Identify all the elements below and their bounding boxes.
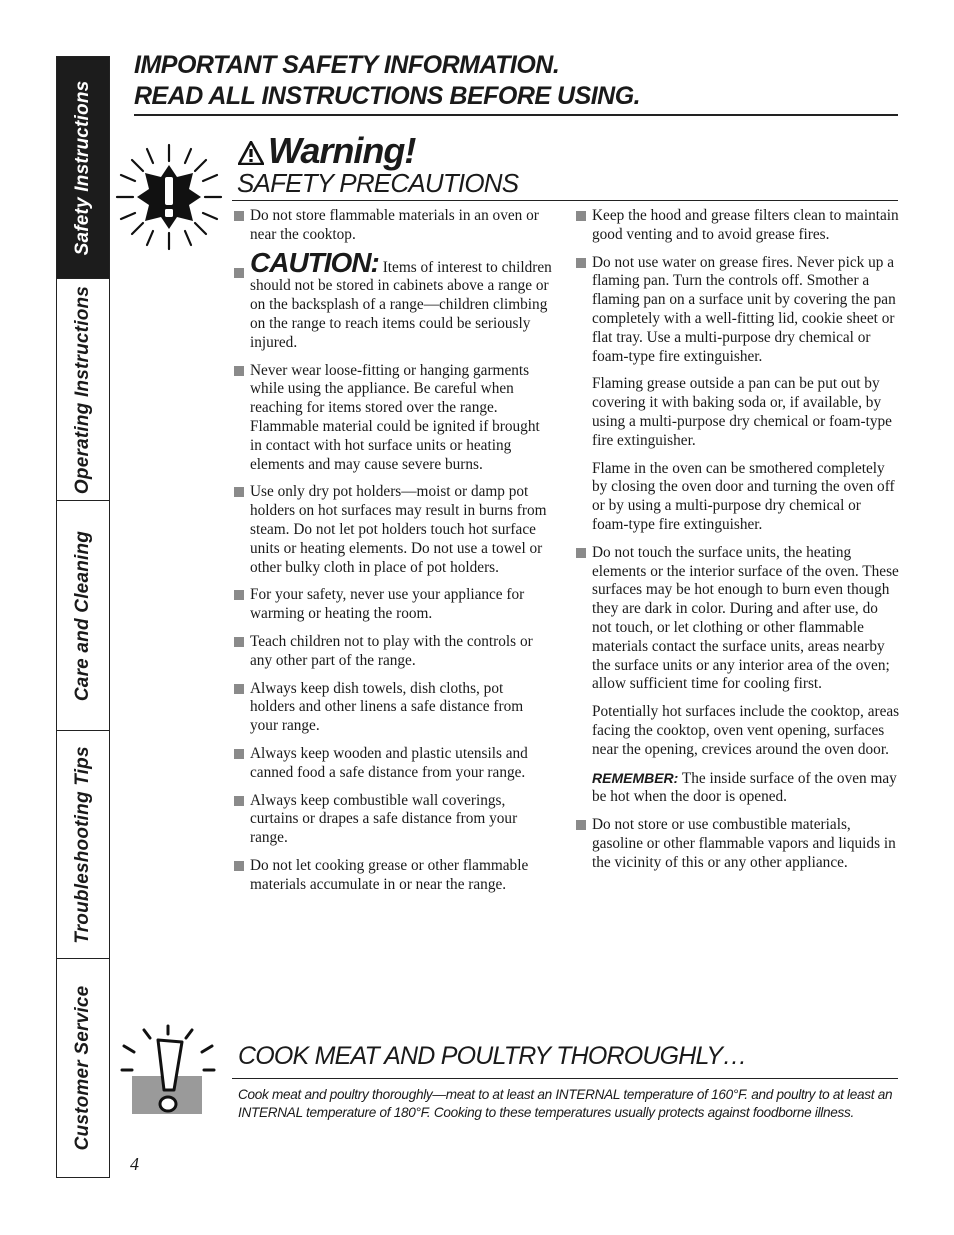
side-tabs [56, 56, 110, 1178]
list-item [234, 586, 552, 624]
item-text: Do not use water on grease fires. Never pick up a flaming pan. Turn the controls off. Smother a flaming pan on a surface unit by covering the pan completely with a well-fitting lid, cookie sheet or flat tray. Use a multi-purpose dry chemical or foam-type fire extinguisher. [592, 253, 896, 365]
tab-safety-instructions[interactable] [57, 57, 109, 279]
list-item [576, 816, 900, 872]
tab-label: Operating Instructions [72, 285, 93, 494]
tab-operating-instructions[interactable] [57, 279, 109, 501]
bullet-square-icon [576, 258, 586, 268]
item-text: Do not store or use combustible materials, gasoline or other flammable vapors and liquids in the vicinity of this or any other appliance. [592, 816, 896, 871]
item-text: Do not store flammable materials in an oven or near the cooktop. [250, 207, 539, 243]
bullet-square-icon [234, 211, 244, 221]
paragraph: Flame in the oven can be smothered completely by closing the oven door and turning the oven off or by using a multi-purpose dry chemical or foam-type fire extinguisher. [592, 459, 895, 533]
tab-label: Care and Cleaning [72, 530, 93, 701]
warning-triangle-icon [238, 141, 264, 165]
page-header [134, 50, 640, 112]
remember-label: REMEMBER: [592, 769, 679, 786]
list-item [234, 633, 552, 671]
paragraph: Potentially hot surfaces include the cooktop, areas facing the cooktop, oven vent opening, surfaces near the opening, crevices around the oven door. [592, 703, 900, 758]
bullet-square-icon [234, 749, 244, 759]
list-item [234, 362, 552, 475]
tab-label: Safety Instructions [72, 80, 93, 255]
bullet-square-icon [234, 684, 244, 694]
remember-paragraph [576, 769, 900, 808]
caution-text: Items of interest to children should not be stored in cabinets above a range or on the backsplash of a range—children climbing on the range to reach items could be seriously injured. [250, 258, 552, 351]
cook-divider [232, 1078, 898, 1079]
item-text: Always keep dish towels, dish cloths, pot holders and other linens a safe distance from your range. [250, 679, 524, 735]
item-text: Do not let cooking grease or other flammable materials accumulate in or near the range. [250, 856, 529, 893]
list-item [576, 544, 900, 694]
paragraph: Flaming grease outside a pan can be put out by covering it with baking soda or, if available, by using a multi-purpose dry chemical or foam-type fire extinguisher. [592, 375, 892, 449]
item-text: Never wear loose-fitting or hanging garments while using the appliance. Be careful when reaching for items stored over the range. Flammable material could be ignited if brought in contact with hot surface units or heating elements and may cause severe burns. [250, 361, 540, 473]
bullet-square-icon [234, 861, 244, 871]
header-line-1: IMPORTANT SAFETY INFORMATION. [134, 51, 560, 79]
bullet-square-icon [576, 820, 586, 830]
remember-text: The inside surface of the oven may be hot when the door is opened. [592, 769, 897, 806]
item-text: Keep the hood and grease filters clean to maintain good venting and to avoid grease fires. [592, 207, 899, 243]
caution-label: CAUTION: [250, 246, 379, 278]
item-text: For your safety, never use your appliance for warming or heating the room. [250, 586, 525, 623]
item-text: Do not touch the surface units, the heating elements or the interior surface of the oven. These surfaces may be hot enough to burn even though they are dark in color. During and after use, do not touch, or let clothing or other flammable materials contact the surface units, areas nearby the surface units or any interior area of the oven; allow sufficient time for cooling first. [592, 543, 899, 693]
exclamation-outline-icon [118, 1024, 218, 1120]
list-item [576, 207, 900, 245]
list-item [234, 857, 552, 895]
bullet-square-icon [234, 487, 244, 497]
cook-section-text: Cook meat and poultry thoroughly—meat to at least an INTERNAL temperature of 160°F. and poultry to at least an INTERNAL temperature of 180°F. Cooking to these temperatures usually protects against foodborne illness. [238, 1087, 893, 1120]
tab-troubleshooting-tips[interactable] [57, 731, 109, 959]
list-item [234, 207, 552, 245]
warning-subtitle: SAFETY PRECAUTIONS [237, 168, 519, 198]
tab-label: Troubleshooting Tips [72, 745, 93, 944]
exclamation-burst-icon [115, 143, 223, 251]
bullet-square-icon [234, 637, 244, 647]
left-column [234, 207, 552, 904]
tab-care-and-cleaning[interactable] [57, 501, 109, 731]
bullet-square-icon [234, 366, 244, 376]
list-item [234, 483, 552, 577]
header-divider [134, 114, 898, 116]
list-item [234, 745, 552, 783]
caution-item [234, 246, 552, 353]
bullet-square-icon [576, 548, 586, 558]
warning-title-text: Warning! [268, 130, 416, 171]
tab-label: Customer Service [72, 985, 93, 1151]
warning-divider [232, 200, 898, 201]
item-text: Teach children not to play with the controls or any other part of the range. [250, 632, 533, 669]
cook-section-title: COOK MEAT AND POULTRY THOROUGHLY… [238, 1042, 747, 1070]
tab-customer-service[interactable] [57, 959, 109, 1177]
bullet-square-icon [234, 590, 244, 600]
bullet-square-icon [576, 211, 586, 221]
bullet-square-icon [234, 796, 244, 806]
list-item [576, 254, 900, 367]
warning-title [238, 130, 415, 172]
item-text: Always keep wooden and plastic utensils and canned food a safe distance from your range. [250, 744, 528, 781]
list-item [234, 792, 552, 848]
right-column [576, 207, 900, 882]
header-line-2: READ ALL INSTRUCTIONS BEFORE USING. [134, 82, 641, 110]
page-number: 4 [130, 1154, 139, 1174]
item-text: Use only dry pot holders—moist or damp pot holders on hot surfaces may result in burns from steam. Do not let pot holders touch hot surface units or heating elements. Do not use a towel or other bulky cloth in place of pot holders. [250, 483, 547, 576]
list-item [234, 680, 552, 736]
item-text: Always keep combustible wall coverings, curtains or drapes a safe distance from your range. [250, 791, 518, 847]
bullet-square-icon [234, 268, 244, 278]
